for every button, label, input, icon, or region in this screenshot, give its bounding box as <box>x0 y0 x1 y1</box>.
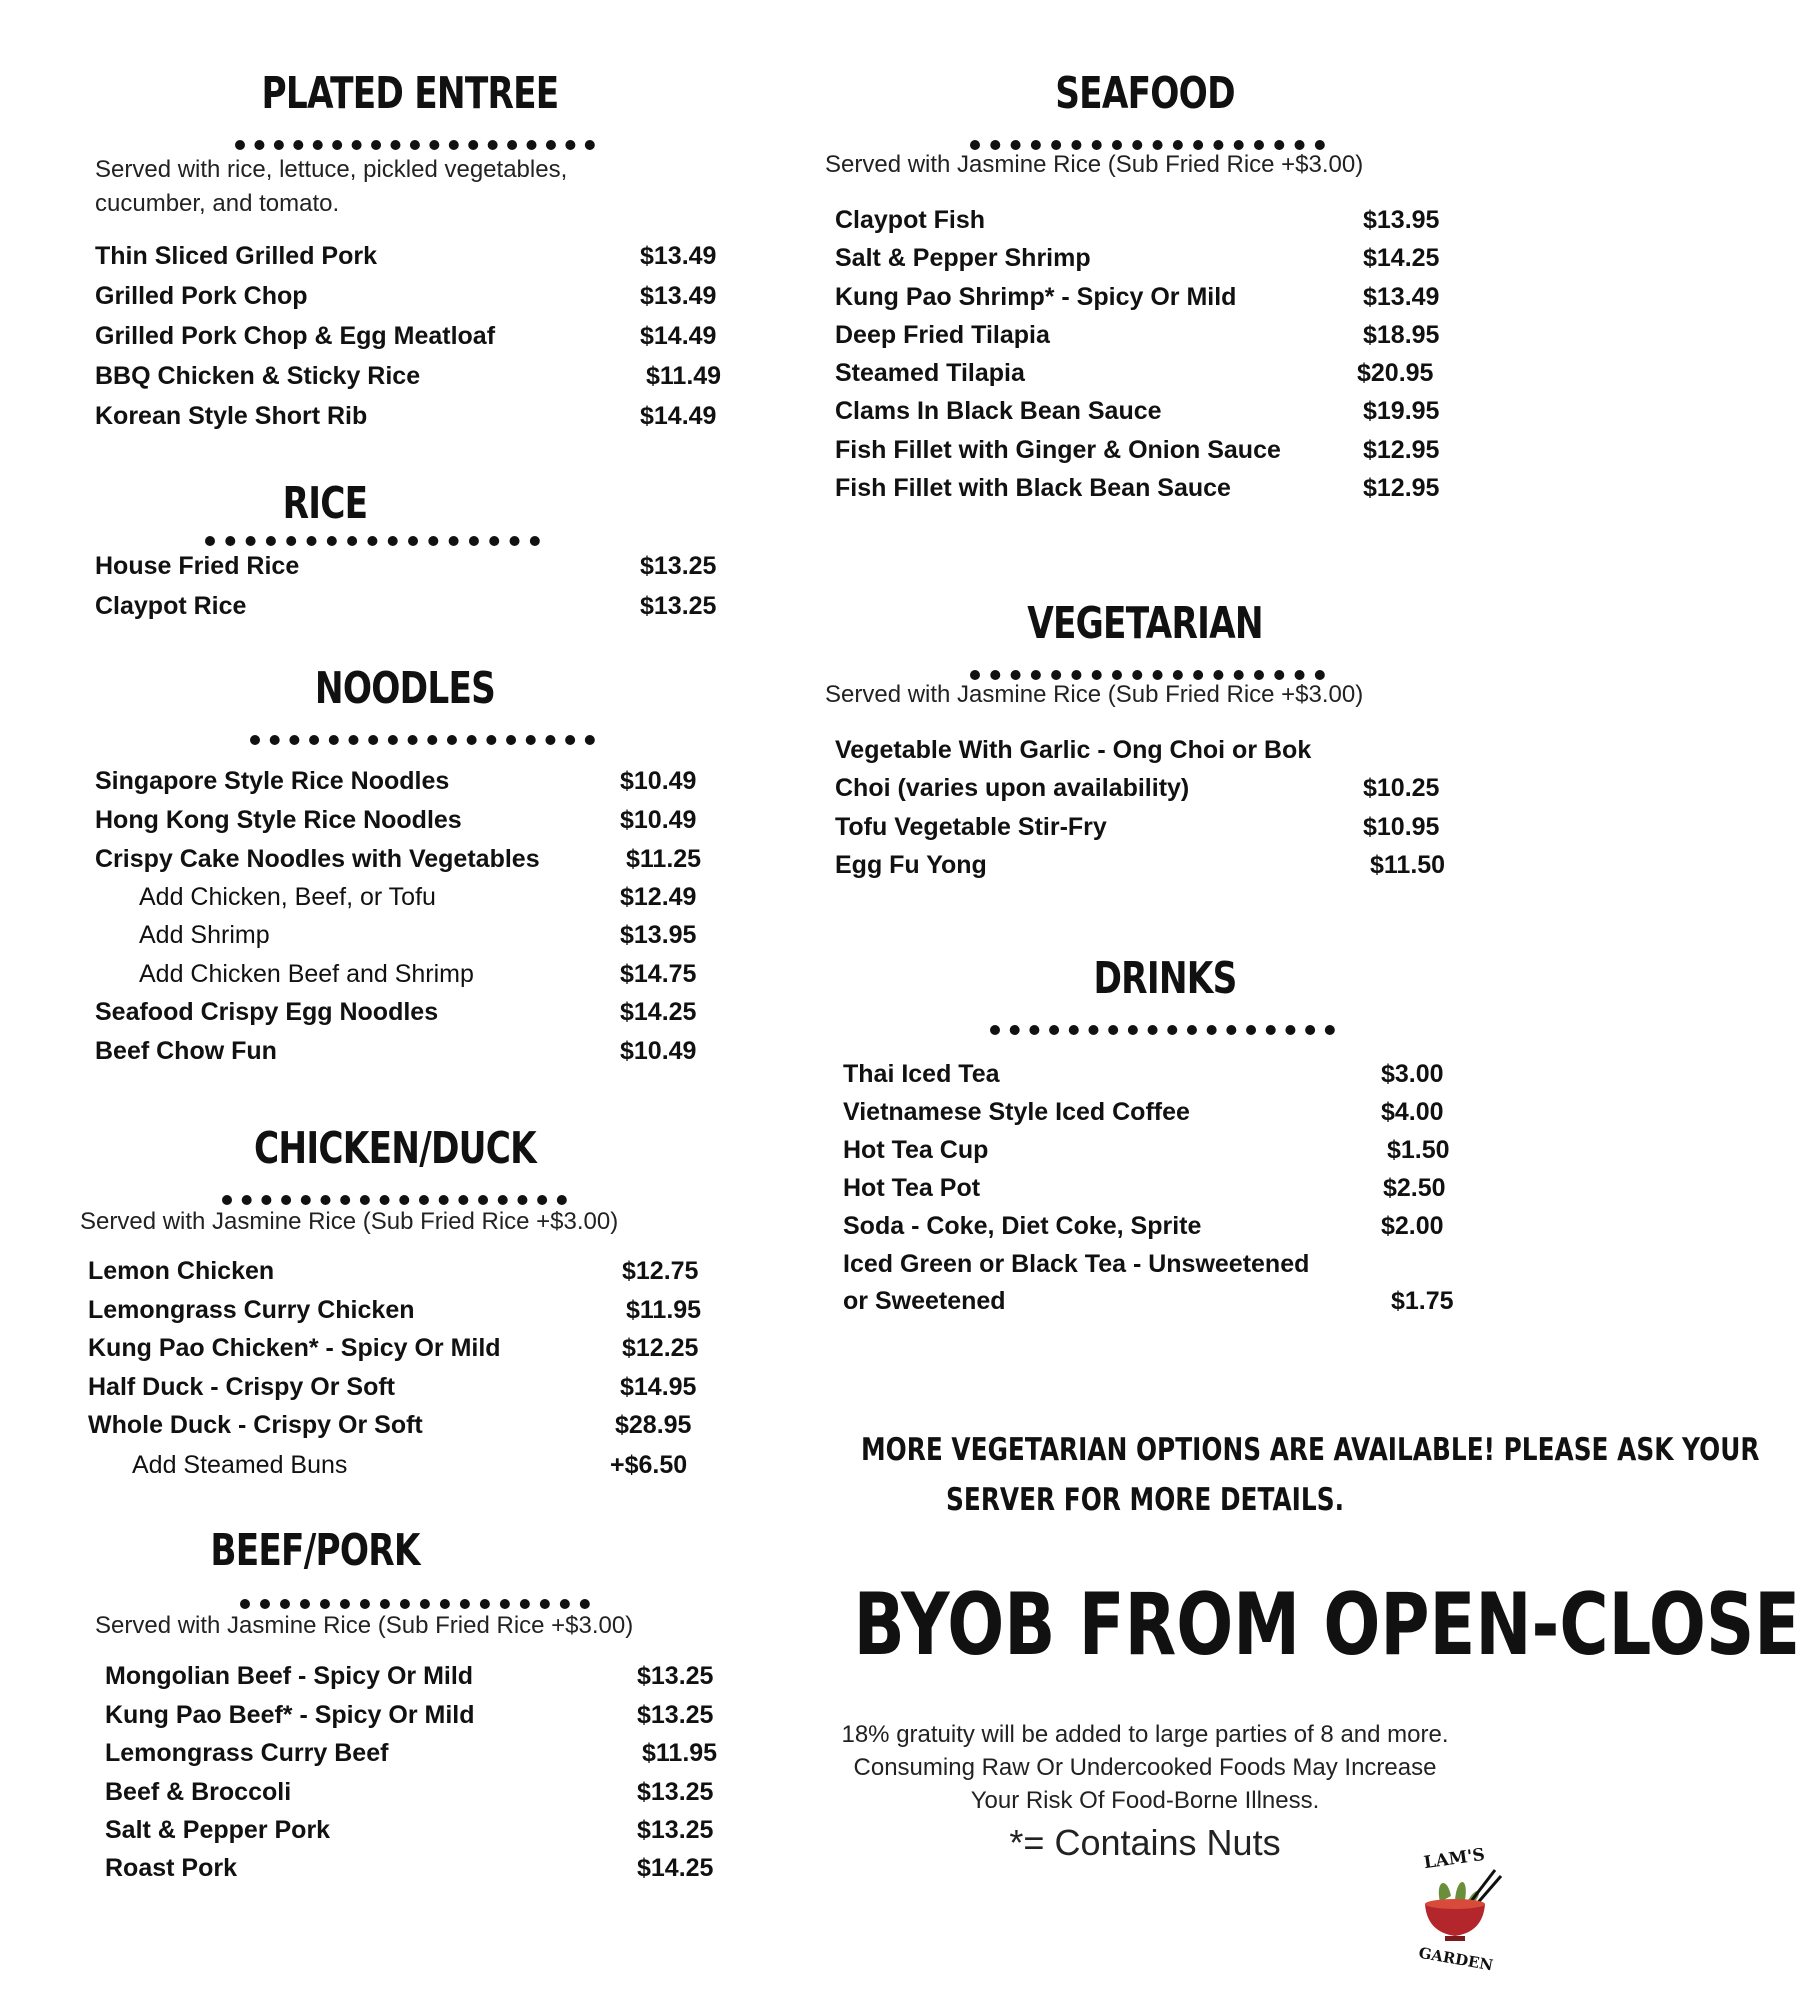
menu-item <box>95 322 725 358</box>
menu-item <box>95 1854 735 1890</box>
menu-item <box>80 1373 720 1409</box>
menu-item <box>80 1334 720 1370</box>
item-name: Mongolian Beef - Spicy Or Mild <box>105 1662 474 1690</box>
byob-notice: BYOB FROM OPEN-CLOSE <box>853 1575 1800 1675</box>
item-name: Deep Fried Tilapia <box>835 321 1050 349</box>
item-price: $14.25 <box>620 998 697 1026</box>
item-name: Fish Fillet with Black Bean Sauce <box>835 474 1231 502</box>
item-price: $2.00 <box>1381 1212 1444 1240</box>
drinks-divider <box>990 1025 1335 1035</box>
item-name: House Fried Rice <box>95 552 300 580</box>
item-name: Lemon Chicken <box>88 1257 275 1285</box>
item-price: $10.49 <box>620 806 697 834</box>
item-price: $13.49 <box>640 242 717 270</box>
item-price: $10.49 <box>620 1037 697 1065</box>
menu-item <box>95 883 725 919</box>
item-price: $13.49 <box>1363 283 1440 311</box>
plated-entree-note: Served with rice, lettuce, pickled vegetables, cucumber, and tomato. <box>95 156 568 217</box>
menu-item <box>95 592 725 628</box>
item-price: $14.25 <box>1363 244 1440 272</box>
item-price: $10.25 <box>1363 774 1440 802</box>
item-price: $4.00 <box>1381 1098 1444 1126</box>
menu-item <box>95 552 725 588</box>
item-price: $20.95 <box>1357 359 1434 387</box>
menu-item <box>95 1701 735 1737</box>
menu-item <box>95 402 725 438</box>
item-price: $10.49 <box>620 767 697 795</box>
item-name: Hot Tea Cup <box>843 1136 989 1164</box>
item-price: $12.25 <box>622 1334 699 1362</box>
rice-section <box>95 470 725 630</box>
menu-item <box>835 1174 1475 1210</box>
item-price: $14.49 <box>640 322 717 350</box>
item-name: Vietnamese Style Iced Coffee <box>843 1098 1190 1126</box>
menu-item <box>825 321 1465 357</box>
menu-item <box>95 998 725 1034</box>
noodles-heading: NOODLES <box>314 663 496 714</box>
item-price: $13.95 <box>1363 206 1440 234</box>
raw-food-warning-line-1: Consuming Raw Or Undercooked Foods May Increase <box>853 1754 1437 1781</box>
item-price: $1.75 <box>1391 1287 1454 1315</box>
menu-item <box>95 362 725 398</box>
menu-item <box>825 206 1465 242</box>
item-name: Soda - Coke, Diet Coke, Sprite <box>843 1212 1202 1240</box>
item-price: $13.95 <box>620 921 697 949</box>
menu-item <box>825 774 1465 810</box>
item-name: Choi (varies upon availability) <box>835 774 1190 802</box>
menu-item <box>825 474 1465 510</box>
item-price: $12.95 <box>1363 436 1440 464</box>
menu-item <box>825 244 1465 280</box>
item-price: $14.25 <box>637 1854 714 1882</box>
item-name: Thin Sliced Grilled Pork <box>95 242 378 270</box>
item-name: Add Steamed Buns <box>132 1451 348 1479</box>
item-name: Singapore Style Rice Noodles <box>95 767 450 795</box>
beef-pork-section <box>95 1517 735 1897</box>
menu-item <box>835 1250 1475 1286</box>
item-name: Egg Fu Yong <box>835 851 987 879</box>
item-price: $13.25 <box>640 552 717 580</box>
item-price: $14.75 <box>620 960 697 988</box>
item-price: $10.95 <box>1363 813 1440 841</box>
item-name: Grilled Pork Chop <box>95 282 308 310</box>
menu-item <box>835 1060 1475 1096</box>
vegetarian-options-line-1: MORE VEGETARIAN OPTIONS ARE AVAILABLE! PLEASE ASK YOUR <box>861 1432 1760 1468</box>
item-price: $11.95 <box>626 1296 702 1324</box>
item-name: Salt & Pepper Shrimp <box>835 244 1091 272</box>
plated-entree-section <box>95 60 725 440</box>
menu-item <box>80 1451 720 1487</box>
logo-text-bottom: GARDEN <box>1417 1943 1495 1975</box>
item-name: Hong Kong Style Rice Noodles <box>95 806 462 834</box>
plated-entree-heading: PLATED ENTREE <box>261 68 559 119</box>
gratuity-note: 18% gratuity will be added to large parties of 8 and more. <box>841 1721 1449 1748</box>
beef-pork-note: Served with Jasmine Rice (Sub Fried Rice +$3.00) <box>95 1612 634 1639</box>
item-price: $11.25 <box>626 845 702 873</box>
menu-item <box>835 1287 1475 1323</box>
menu-item <box>825 397 1465 433</box>
item-name: Add Chicken Beef and Shrimp <box>139 960 474 988</box>
menu-item <box>825 359 1465 395</box>
menu-item <box>835 1212 1475 1248</box>
item-price: $12.75 <box>622 1257 699 1285</box>
rice-heading: RICE <box>282 478 368 529</box>
item-name: Roast Pork <box>105 1854 237 1882</box>
menu-item <box>95 767 725 803</box>
item-name: Salt & Pepper Pork <box>105 1816 331 1844</box>
item-price: $19.95 <box>1363 397 1440 425</box>
chicken-duck-section <box>80 1115 720 1495</box>
vegetarian-options-line-2: SERVER FOR MORE DETAILS. <box>946 1482 1344 1518</box>
menu-item <box>825 851 1465 887</box>
item-price: +$6.50 <box>610 1451 688 1479</box>
item-name: Seafood Crispy Egg Noodles <box>95 998 439 1026</box>
menu-item <box>825 283 1465 319</box>
item-name: Beef & Broccoli <box>105 1778 292 1806</box>
item-price: $14.95 <box>620 1373 697 1401</box>
menu-item <box>825 813 1465 849</box>
item-name: Korean Style Short Rib <box>95 402 368 430</box>
logo-text-top: LAM'S <box>1422 1844 1487 1874</box>
lams-garden-logo <box>1395 1840 1515 1980</box>
seafood-section <box>825 60 1465 520</box>
item-name: or Sweetened <box>843 1287 1006 1315</box>
item-name: Beef Chow Fun <box>95 1037 277 1065</box>
item-name: Kung Pao Chicken* - Spicy Or Mild <box>88 1334 501 1362</box>
item-name: Lemongrass Curry Beef <box>105 1739 389 1767</box>
chicken-duck-heading: CHICKEN/DUCK <box>254 1123 536 1174</box>
item-price: $13.25 <box>637 1701 714 1729</box>
item-price: $3.00 <box>1381 1060 1444 1088</box>
menu-item <box>95 282 725 318</box>
item-name: Iced Green or Black Tea - Unsweetened <box>843 1250 1310 1278</box>
rice-divider <box>205 536 540 546</box>
menu-item <box>80 1411 720 1447</box>
plated-entree-divider <box>235 140 595 150</box>
item-name: Half Duck - Crispy Or Soft <box>88 1373 395 1401</box>
menu-item <box>95 242 725 278</box>
beef-pork-heading: BEEF/PORK <box>210 1525 420 1576</box>
item-name: Add Shrimp <box>139 921 270 949</box>
seafood-note: Served with Jasmine Rice (Sub Fried Rice +$3.00) <box>825 151 1364 178</box>
item-name: BBQ Chicken & Sticky Rice <box>95 362 421 390</box>
drinks-section <box>835 945 1475 1325</box>
item-name: Crispy Cake Noodles with Vegetables <box>95 845 540 873</box>
item-name: Hot Tea Pot <box>843 1174 981 1202</box>
beef-pork-divider <box>240 1599 590 1609</box>
item-price: $13.49 <box>640 282 717 310</box>
menu-item <box>835 1136 1475 1172</box>
item-price: $13.25 <box>637 1778 714 1806</box>
menu-item <box>95 806 725 842</box>
item-price: $18.95 <box>1363 321 1440 349</box>
bowl-icon <box>1395 1840 1515 1980</box>
item-name: Steamed Tilapia <box>835 359 1025 387</box>
vegetarian-heading: VEGETARIAN <box>1027 598 1263 649</box>
item-price: $14.49 <box>640 402 717 430</box>
menu-item <box>80 1257 720 1293</box>
item-price: $13.25 <box>637 1662 714 1690</box>
chicken-duck-divider <box>222 1195 567 1205</box>
drinks-heading: DRINKS <box>1093 953 1237 1004</box>
item-price: $13.25 <box>640 592 717 620</box>
vegetarian-section <box>825 590 1465 890</box>
menu-item <box>835 1098 1475 1134</box>
seafood-heading: SEAFOOD <box>1055 68 1235 119</box>
menu-item <box>95 921 725 957</box>
item-name: Claypot Rice <box>95 592 247 620</box>
chicken-duck-note: Served with Jasmine Rice (Sub Fried Rice +$3.00) <box>80 1208 619 1235</box>
item-name: Grilled Pork Chop & Egg Meatloaf <box>95 322 496 350</box>
item-name: Lemongrass Curry Chicken <box>88 1296 415 1324</box>
item-name: Kung Pao Shrimp* - Spicy Or Mild <box>835 283 1237 311</box>
item-price: $2.50 <box>1383 1174 1446 1202</box>
noodles-divider <box>250 735 595 745</box>
menu-item <box>95 1037 725 1073</box>
item-name: Thai Iced Tea <box>843 1060 1000 1088</box>
item-price: $1.50 <box>1387 1136 1450 1164</box>
menu-item <box>825 436 1465 472</box>
menu-item <box>95 960 725 996</box>
item-price: $11.50 <box>1370 851 1446 879</box>
item-price: $12.49 <box>620 883 697 911</box>
vegetarian-note: Served with Jasmine Rice (Sub Fried Rice +$3.00) <box>825 681 1364 708</box>
item-name: Whole Duck - Crispy Or Soft <box>88 1411 423 1439</box>
item-name: Vegetable With Garlic - Ong Choi or Bok <box>835 736 1312 764</box>
item-price: $28.95 <box>615 1411 692 1439</box>
menu-item <box>95 1662 735 1698</box>
item-price: $11.49 <box>646 362 722 390</box>
item-name: Tofu Vegetable Stir-Fry <box>835 813 1107 841</box>
noodles-section <box>95 655 725 1075</box>
menu-item <box>95 1816 735 1852</box>
vegetarian-options-notice <box>861 1425 1760 1525</box>
raw-food-warning-line-2: Your Risk Of Food-Borne Illness. <box>970 1787 1320 1814</box>
item-name: Fish Fillet with Ginger & Onion Sauce <box>835 436 1281 464</box>
item-price: $12.95 <box>1363 474 1440 502</box>
item-price: $13.25 <box>637 1816 714 1844</box>
item-name: Kung Pao Beef* - Spicy Or Mild <box>105 1701 475 1729</box>
menu-item <box>825 736 1465 772</box>
contains-nuts-note: *= Contains Nuts <box>1009 1822 1281 1863</box>
item-name: Claypot Fish <box>835 206 986 234</box>
menu-item <box>80 1296 720 1332</box>
menu-item <box>95 1778 735 1814</box>
menu-item <box>95 845 725 881</box>
item-name: Clams In Black Bean Sauce <box>835 397 1162 425</box>
item-price: $11.95 <box>642 1739 718 1767</box>
item-name: Add Chicken, Beef, or Tofu <box>139 883 436 911</box>
menu-item <box>95 1739 735 1775</box>
